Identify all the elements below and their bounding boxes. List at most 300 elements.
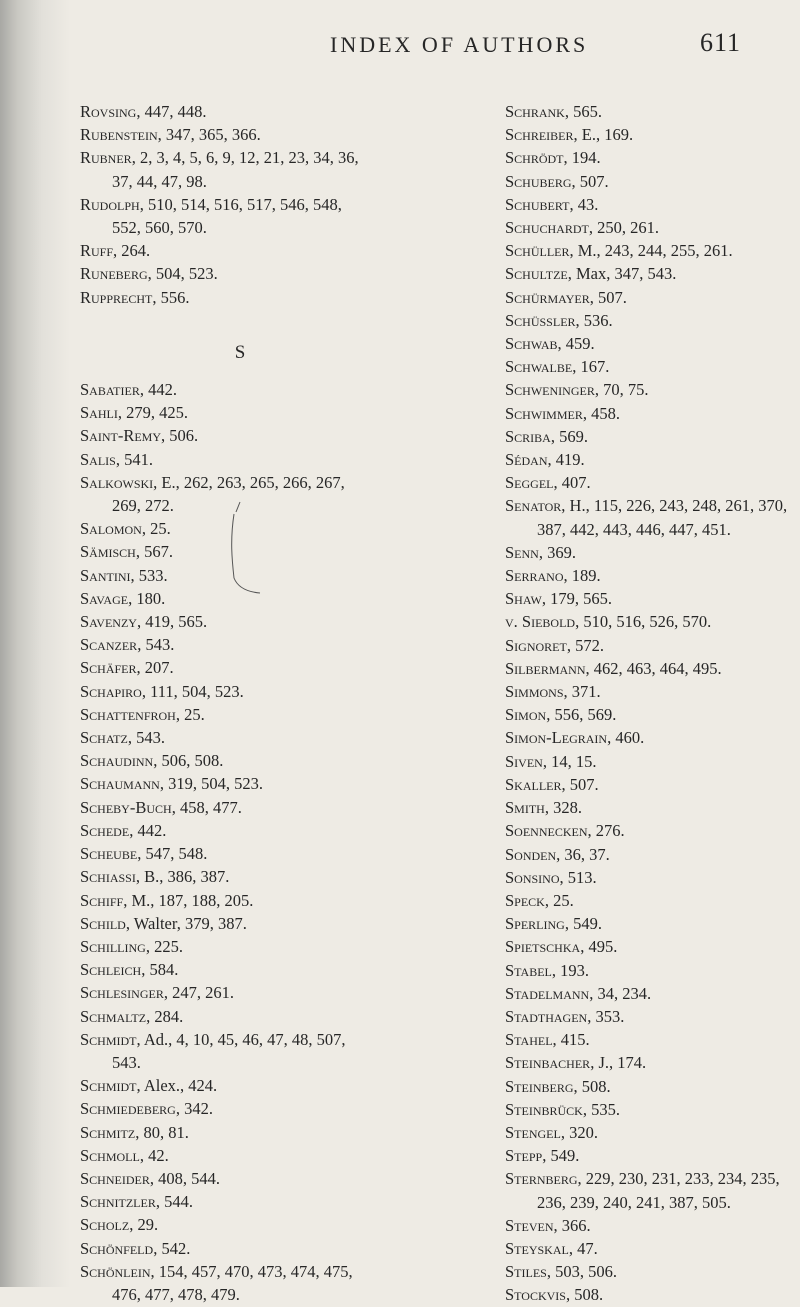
entry-author-name: Soennecken (505, 821, 588, 841)
index-entry (80, 1167, 460, 1190)
entry-author-name: Runeberg (80, 264, 148, 284)
entry-author-name: Simmons (505, 682, 564, 702)
entry-page-refs: , 506, 508. (153, 751, 224, 771)
index-entry (505, 796, 800, 819)
entry-page-refs: , 353. (587, 1006, 625, 1026)
index-entry (505, 982, 800, 1005)
entry-page-refs: , 495. (580, 937, 618, 957)
index-entry (80, 262, 460, 285)
entry-page-refs: , 556, 569. (546, 705, 617, 725)
entry-page-refs: 387, 442, 443, 446, 447, 451. (537, 519, 731, 539)
index-entry (80, 1051, 460, 1074)
index-entry (505, 309, 800, 332)
page-gutter-shadow (0, 0, 70, 1287)
index-entry (505, 1075, 800, 1098)
index-entry (80, 819, 460, 842)
index-entry (505, 726, 800, 749)
entry-page-refs: , 42. (139, 1145, 169, 1165)
entry-page-refs: , 565. (564, 102, 602, 121)
entry-page-refs: , 225. (145, 936, 183, 956)
entry-author-name: Stepp (505, 1146, 543, 1166)
index-entry (80, 1121, 460, 1144)
entry-author-name: Steinbacher (505, 1053, 591, 1073)
index-entry (505, 634, 800, 657)
index-entry (505, 193, 800, 216)
entry-author-name: Schreiber (505, 125, 574, 145)
index-entry (505, 146, 800, 169)
entry-author-name: Rubner (80, 148, 132, 168)
entry-author-name: Savage (80, 588, 129, 608)
entry-author-name: Stabel (505, 960, 552, 980)
entry-page-refs: 269, 272. (112, 496, 174, 516)
entry-page-refs: , J., 174. (590, 1053, 647, 1073)
entry-author-name: Schnitzler (80, 1192, 156, 1212)
entry-author-name: Rovsing (80, 102, 137, 121)
entry-author-name: Serrano (505, 566, 564, 586)
entry-author-name: Sahli (80, 403, 118, 423)
index-entry (80, 170, 460, 193)
index-entry (505, 564, 800, 587)
index-entry (505, 471, 800, 494)
index-entry (80, 100, 460, 123)
entry-page-refs: , 167. (572, 357, 610, 377)
index-entry (505, 657, 800, 680)
entry-author-name: Schwimmer (505, 403, 583, 423)
entry-author-name: Scheube (80, 844, 138, 864)
entry-author-name: Savenzy (80, 612, 137, 632)
entry-page-refs: , 510, 516, 526, 570. (575, 612, 712, 632)
entry-page-refs: , 419. (547, 450, 585, 470)
entry-author-name: Stadthagen (505, 1006, 588, 1026)
index-entry (80, 981, 460, 1004)
entry-author-name: Stengel (505, 1122, 561, 1142)
index-entry (505, 935, 800, 958)
entry-page-refs: , 342. (175, 1099, 213, 1119)
section-letter-s: S (234, 341, 246, 363)
entry-page-refs: , 507. (589, 287, 627, 307)
entry-page-refs: , 229, 230, 231, 233, 234, 235, (577, 1169, 780, 1189)
entry-author-name: Scheby-Buch (80, 797, 172, 817)
entry-author-name: Steyskal (505, 1238, 569, 1258)
entry-page-refs: , 460. (607, 728, 645, 748)
entry-page-refs: , 347, 365, 366. (157, 125, 261, 145)
entry-author-name: Sternberg (505, 1169, 578, 1189)
entry-page-refs: , 547, 548. (137, 844, 208, 864)
index-entry (80, 1005, 460, 1028)
entry-author-name: Schaumann (80, 774, 160, 794)
entry-page-refs: , 29. (129, 1215, 159, 1235)
index-entry (80, 1097, 460, 1120)
entry-author-name: v. Siebold (505, 612, 576, 632)
entry-page-refs: , 536. (575, 310, 613, 330)
entry-author-name: Schwab (505, 334, 558, 354)
entry-page-refs: , 458. (582, 403, 620, 423)
entry-author-name: Steinberg (505, 1076, 574, 1096)
index-entry (80, 146, 460, 169)
entry-author-name: Schmidt (80, 1076, 137, 1096)
entry-author-name: Schiff (80, 890, 124, 910)
entry-author-name: Schwalbe (505, 357, 573, 377)
entry-author-name: Siven (505, 751, 543, 771)
index-entry (80, 726, 460, 749)
index-entry (505, 262, 800, 285)
entry-author-name: Simon-Legrain (505, 728, 608, 748)
entry-author-name: Stiles (505, 1262, 547, 1282)
entry-author-name: Schweninger (505, 380, 595, 400)
index-entry (505, 610, 800, 633)
entry-author-name: Steinbrück (505, 1099, 583, 1119)
entry-page-refs: , H., 115, 226, 243, 248, 261, 370, (561, 496, 788, 516)
entry-author-name: Sabatier (80, 380, 140, 400)
entry-page-refs: , M., 187, 188, 205. (123, 890, 254, 910)
index-group-right (505, 100, 800, 1307)
index-entry (80, 1237, 460, 1260)
entry-page-refs: , 549. (542, 1146, 580, 1166)
index-group-s (80, 378, 460, 1306)
index-entry (80, 633, 460, 656)
index-entry (80, 540, 460, 563)
entry-author-name: Shaw (505, 589, 542, 609)
entry-page-refs: , 442. (139, 380, 177, 400)
entry-page-refs: , 25. (175, 704, 205, 724)
entry-author-name: Schatz (80, 728, 128, 748)
index-entry (505, 170, 800, 193)
entry-page-refs: , Max, 347, 543. (567, 264, 677, 284)
entry-page-refs: , 549. (564, 914, 602, 934)
index-entry (505, 1260, 800, 1283)
entry-author-name: Sperling (505, 914, 565, 934)
index-entry (505, 703, 800, 726)
entry-author-name: Schuchardt (505, 218, 589, 238)
entry-page-refs: , 279, 425. (117, 403, 188, 423)
entry-page-refs: , 543. (127, 728, 165, 748)
entry-author-name: Santini (80, 565, 131, 585)
index-entry (505, 1237, 800, 1260)
entry-page-refs: , 328. (544, 798, 582, 818)
entry-page-refs: , E., 169. (573, 125, 634, 145)
index-entry (80, 239, 460, 262)
entry-page-refs: , 247, 261. (163, 983, 234, 1003)
index-entry (80, 424, 460, 447)
index-entry (80, 865, 460, 888)
entry-page-refs: , 194. (563, 148, 601, 168)
index-entry (80, 842, 460, 865)
entry-author-name: Stockvis (505, 1285, 566, 1305)
entry-page-refs: , 504, 523. (147, 264, 218, 284)
index-entry (505, 843, 800, 866)
entry-page-refs: , 510, 514, 516, 517, 546, 548, (139, 194, 342, 214)
entry-author-name: Schlesinger (80, 983, 164, 1003)
index-entry (505, 123, 800, 146)
entry-page-refs: , 567. (135, 542, 173, 562)
entry-page-refs: , 447, 448. (136, 102, 207, 121)
entry-page-refs: , 419, 565. (136, 612, 208, 632)
entry-author-name: Silbermann (505, 658, 586, 678)
index-entry (80, 587, 460, 610)
entry-author-name: Rupprecht (80, 287, 153, 307)
entry-author-name: Schmoll (80, 1145, 140, 1165)
entry-page-refs: , 179, 565. (541, 589, 612, 609)
entry-page-refs: , 276. (587, 821, 625, 841)
entry-author-name: Schäfer (80, 658, 137, 678)
index-entry (505, 355, 800, 378)
entry-page-refs: , 284. (146, 1006, 184, 1026)
entry-page-refs: , 506. (161, 426, 199, 446)
entry-author-name: Schmaltz (80, 1006, 147, 1026)
index-entry (505, 332, 800, 355)
entry-page-refs: , 43. (569, 194, 599, 214)
index-entry (505, 819, 800, 842)
index-entry (80, 193, 460, 216)
index-entry (505, 494, 800, 517)
entry-page-refs: , 584. (141, 960, 179, 980)
entry-page-refs: 236, 239, 240, 241, 387, 505. (537, 1192, 731, 1212)
entry-page-refs: , 80, 81. (135, 1122, 189, 1142)
index-entry (80, 680, 460, 703)
entry-page-refs: , 320. (560, 1122, 598, 1142)
entry-page-refs: 543. (112, 1052, 141, 1072)
entry-page-refs: , 2, 3, 4, 5, 6, 9, 12, 21, 23, 34, 36, (131, 148, 359, 168)
entry-author-name: Schmiedeberg (80, 1099, 176, 1119)
entry-page-refs: , 508. (565, 1285, 604, 1305)
entry-page-refs: , 541. (115, 449, 153, 469)
entry-page-refs: , 533. (130, 565, 168, 585)
entry-author-name: Stadelmann (505, 983, 590, 1003)
index-entry (80, 796, 460, 819)
index-entry (505, 680, 800, 703)
index-entry (80, 1260, 460, 1283)
index-entry (505, 100, 800, 123)
entry-page-refs: , 47. (568, 1238, 598, 1258)
index-entry (505, 402, 800, 425)
entry-author-name: Sämisch (80, 542, 136, 562)
page-number: 611 (700, 28, 742, 57)
index-entry (80, 471, 460, 494)
entry-author-name: Schmidt (80, 1029, 137, 1049)
entry-author-name: Schmitz (80, 1122, 136, 1142)
entry-author-name: Schrank (505, 102, 565, 121)
entry-author-name: Simon (505, 705, 547, 725)
index-entry (505, 518, 800, 541)
index-entry (505, 425, 800, 448)
entry-author-name: Senn (505, 542, 539, 562)
index-entry (505, 889, 800, 912)
index-entry (80, 889, 460, 912)
entry-page-refs: , 415. (552, 1030, 590, 1050)
entry-page-refs: , Ad., 4, 10, 45, 46, 47, 48, 507, (136, 1029, 346, 1049)
entry-page-refs: , 70, 75. (594, 380, 649, 400)
entry-page-refs: , 369. (538, 542, 576, 562)
index-entry (505, 286, 800, 309)
entry-author-name: Steven (505, 1215, 554, 1235)
index-entry (80, 216, 460, 239)
entry-page-refs: , 207. (136, 658, 174, 678)
index-entry (80, 1283, 460, 1306)
entry-page-refs: , 507. (571, 171, 609, 191)
index-entry (80, 1028, 460, 1051)
entry-author-name: Schultze (505, 264, 568, 284)
entry-author-name: Ruff (80, 241, 114, 261)
entry-page-refs: , 569. (550, 426, 588, 446)
right-column (505, 100, 800, 1307)
entry-author-name: Schubert (505, 194, 570, 214)
entry-page-refs: , Alex., 424. (136, 1076, 218, 1096)
entry-author-name: Stahel (505, 1030, 553, 1050)
index-entry (80, 494, 460, 517)
entry-author-name: Sonsino (505, 867, 560, 887)
entry-page-refs: , 543. (137, 635, 175, 655)
entry-author-name: Schuberg (505, 171, 572, 191)
index-entry (505, 1098, 800, 1121)
entry-author-name: Skaller (505, 774, 562, 794)
entry-page-refs: , 189. (563, 566, 601, 586)
index-entry (80, 286, 460, 309)
index-entry (505, 912, 800, 935)
entry-page-refs: , 503, 506. (546, 1262, 617, 1282)
index-entry (80, 912, 460, 935)
index-entry (80, 401, 460, 424)
entry-author-name: Salis (80, 449, 116, 469)
index-entry (505, 239, 800, 262)
entry-page-refs: , M., 243, 244, 255, 261. (569, 241, 733, 261)
index-entry (80, 749, 460, 772)
index-entry (80, 610, 460, 633)
entry-author-name: Scholz (80, 1215, 130, 1235)
entry-author-name: Salkowski (80, 472, 154, 492)
entry-page-refs: , 542. (153, 1238, 191, 1258)
entry-page-refs: , B., 386, 387. (135, 867, 230, 887)
entry-author-name: Schapiro (80, 681, 142, 701)
entry-page-refs: 552, 560, 570. (112, 218, 207, 238)
index-entry (505, 1121, 800, 1144)
entry-author-name: Senator (505, 496, 562, 516)
index-entry (505, 1028, 800, 1051)
entry-author-name: Schaudinn (80, 751, 154, 771)
entry-author-name: Scanzer (80, 635, 138, 655)
index-group-r (80, 100, 460, 309)
entry-page-refs: , 250, 261. (588, 218, 659, 238)
entry-author-name: Schüssler (505, 310, 576, 330)
index-entry (505, 378, 800, 401)
index-entry (80, 517, 460, 540)
entry-page-refs: , 462, 463, 464, 495. (585, 658, 722, 678)
entry-page-refs: , Walter, 379, 387. (125, 913, 247, 933)
entry-page-refs: , 507. (561, 774, 599, 794)
entry-author-name: Schüller (505, 241, 570, 261)
index-entry (505, 1051, 800, 1074)
entry-page-refs: , 25. (544, 890, 574, 910)
entry-page-refs: , 371. (563, 682, 601, 702)
entry-page-refs: , 535. (582, 1099, 620, 1119)
index-entry (80, 1190, 460, 1213)
entry-author-name: Schleich (80, 960, 142, 980)
entry-page-refs: , 111, 504, 523. (141, 681, 244, 701)
entry-page-refs: , 34, 234. (589, 983, 652, 1003)
entry-author-name: Sédan (505, 450, 548, 470)
index-entry (80, 656, 460, 679)
index-entry (80, 772, 460, 795)
index-entry (505, 541, 800, 564)
entry-author-name: Speck (505, 890, 545, 910)
index-entry (80, 1144, 460, 1167)
entry-page-refs: , 180. (128, 588, 166, 608)
entry-page-refs: , 193. (551, 960, 590, 980)
entry-page-refs: , 264. (113, 241, 151, 261)
entry-page-refs: , 154, 457, 470, 473, 474, 475, (150, 1261, 353, 1281)
left-column (80, 100, 460, 1306)
index-entry (80, 564, 460, 587)
entry-page-refs: 37, 44, 47, 98. (112, 171, 207, 191)
index-entry (505, 1144, 800, 1167)
index-entry (505, 750, 800, 773)
index-entry (505, 1191, 800, 1214)
index-entry (505, 773, 800, 796)
entry-author-name: Schönlein (80, 1261, 151, 1281)
entry-author-name: Schattenfroh (80, 704, 176, 724)
entry-page-refs: , 319, 504, 523. (159, 774, 263, 794)
index-entry (80, 935, 460, 958)
entry-page-refs: , 442. (129, 820, 167, 840)
entry-page-refs: , 544. (155, 1192, 193, 1212)
entry-page-refs: , E., 262, 263, 265, 266, 267, (153, 472, 345, 492)
entry-author-name: Smith (505, 798, 545, 818)
index-entry (505, 1167, 800, 1190)
index-entry (80, 1074, 460, 1097)
entry-author-name: Spietschka (505, 937, 581, 957)
page-header (0, 22, 800, 62)
entry-author-name: Schede (80, 820, 130, 840)
entry-author-name: Schneider (80, 1168, 150, 1188)
entry-author-name: Seggel (505, 473, 554, 493)
index-entry (505, 866, 800, 889)
entry-author-name: Rudolph (80, 194, 140, 214)
entry-page-refs: , 459. (557, 334, 595, 354)
entry-page-refs: , 572. (566, 635, 604, 655)
entry-page-refs: , 14, 15. (542, 751, 597, 771)
entry-page-refs: , 508. (573, 1076, 611, 1096)
index-entry (505, 1005, 800, 1028)
entry-page-refs: , 458, 477. (171, 797, 242, 817)
entry-author-name: Schönfeld (80, 1238, 154, 1258)
index-entry (80, 123, 460, 146)
index-entry (505, 448, 800, 471)
entry-author-name: Rubenstein (80, 125, 158, 145)
entry-author-name: Schild (80, 913, 126, 933)
entry-author-name: Schrödt (505, 148, 564, 168)
index-entry (80, 378, 460, 401)
index-entry (505, 587, 800, 610)
index-entry (80, 958, 460, 981)
entry-author-name: Sonden (505, 844, 557, 864)
running-title: INDEX OF AUTHORS (330, 32, 589, 57)
index-entry (505, 216, 800, 239)
entry-page-refs: , 513. (559, 867, 597, 887)
index-entry (505, 1214, 800, 1237)
entry-author-name: Salomon (80, 519, 142, 539)
entry-author-name: Schilling (80, 936, 146, 956)
index-entry (505, 959, 800, 982)
entry-author-name: Scriba (505, 426, 551, 446)
entry-page-refs: , 407. (553, 473, 591, 493)
entry-author-name: Schürmayer (505, 287, 590, 307)
entry-page-refs: , 408, 544. (149, 1168, 220, 1188)
entry-page-refs: 476, 477, 478, 479. (112, 1284, 240, 1304)
index-entry (80, 1213, 460, 1236)
index-entry (80, 448, 460, 471)
entry-author-name: Schiassi (80, 867, 136, 887)
entry-page-refs: , 366. (553, 1215, 591, 1235)
entry-page-refs: , 36, 37. (556, 844, 610, 864)
